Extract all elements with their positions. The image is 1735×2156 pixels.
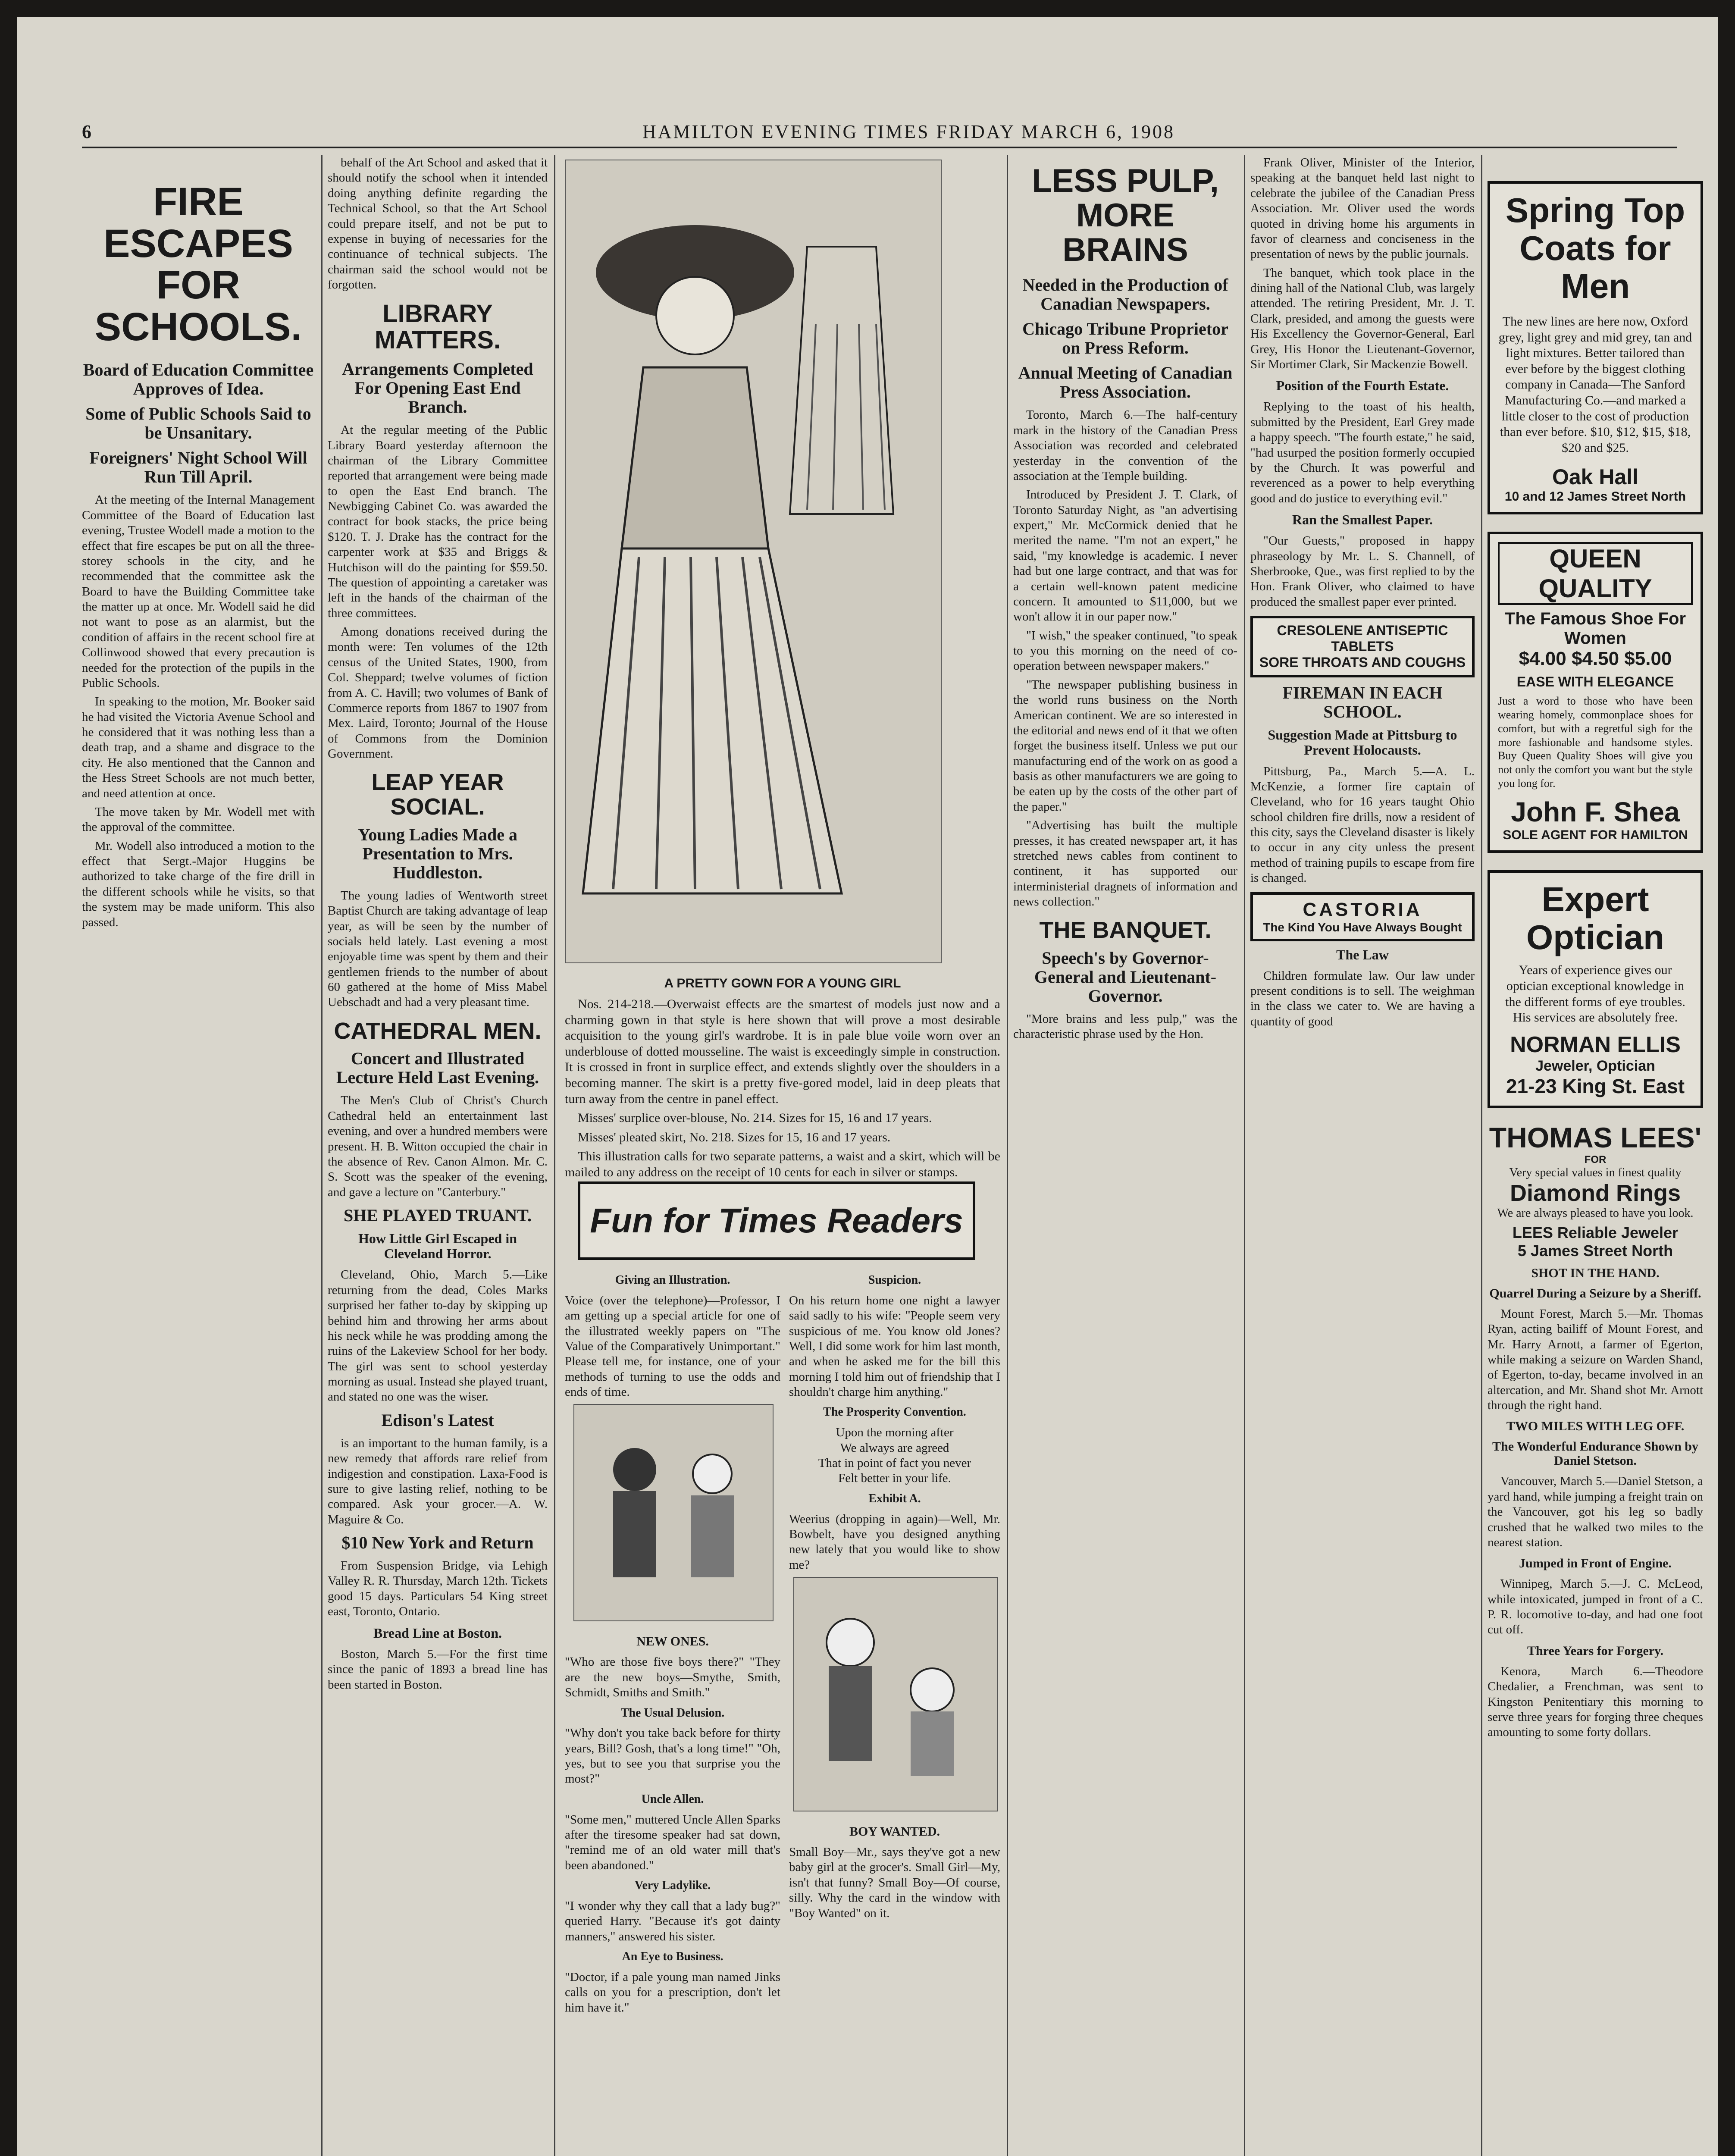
joke-text: "Why don't you take back before for thirty years, Bill? Gosh, that's a long time!" "Oh, yes, but to see you that surprise you the most?" (565, 1726, 780, 1786)
article-body (1250, 533, 1475, 610)
joke-title: Uncle Allen. (641, 1792, 704, 1806)
column-less-pulp (1013, 155, 1237, 2156)
boy-and-girl-cartoon-illustration (794, 1578, 997, 1811)
joke-title: Giving an Illustration. (615, 1273, 730, 1287)
article-body (1488, 1576, 1703, 1638)
subhead: Position of the Fourth Estate. (1276, 378, 1449, 394)
joke-title: Very Ladylike. (634, 1879, 711, 1893)
subhead: Annual Meeting of Canadian Press Association. (1018, 363, 1233, 402)
column-ads (1488, 155, 1703, 2156)
poem: Upon the morning after We always are agreed That in point of fact you never Felt better in your life. (818, 1426, 971, 1485)
ad-store: NORMAN ELLIS (1510, 1032, 1681, 1057)
paragraph: Kenora, March 6.—Theodore Chedalier, a Frenchman, was sent to Kingston Penitentiary this morning to serve three years for forging three cheques amounting to some forty dollars. (1488, 1664, 1703, 1739)
cartoon-frame (565, 1404, 780, 1628)
subhead: Needed in the Production of Canadian Newspapers. (1022, 275, 1228, 314)
article-body (565, 997, 1000, 1200)
ad-address: 10 and 12 James Street North (1504, 489, 1686, 504)
article-body (1013, 1012, 1237, 1042)
article-body (82, 492, 315, 930)
schoolboys-cartoon-illustration (574, 1405, 773, 1620)
subhead: Speech's by Governor-General and Lieutenant-Governor. (1034, 948, 1217, 1006)
paragraph: Misses' pleated skirt, No. 218. Sizes for 15, 16 and 17 years. (578, 1130, 891, 1144)
ad-item: Diamond Rings (1510, 1180, 1681, 1206)
paragraph: Mount Forest, March 5.—Mr. Thomas Ryan, acting bailiff of Mount Forest, and Mr. Harry Arnott, a farmer of Egerton, while making a seizure on Warden Shand, of Egerton, to-day, became involved in an altercation, and Mr. Shand shot Mr. Arnott through the right hand. (1488, 1307, 1703, 1412)
paragraph: "Our Guests," proposed in happy phraseology by Mr. L. S. Channell, of Sherbrooke, Que., was first replied to by the Hon. Frank Oliver, who claimed to have produced the smallest paper ever printed. (1250, 534, 1475, 609)
paragraph: The banquet, which took place in the dining hall of the National Club, was largely attended. The retiring President, Mr. J. T. Clark, presided, and among the guests were His Excellency the Governor-General, Earl Grey, His Honor the Lieutenant-Governor, Sir Mortimer Clark, Sir Mackenzie Bowell. (1250, 266, 1475, 371)
article-body (1488, 1307, 1703, 1413)
headline-two-miles: TWO MILES WITH LEG OFF. (1506, 1419, 1685, 1434)
joke-title: The Prosperity Convention. (823, 1405, 966, 1419)
fun-column-right (789, 1268, 1000, 2156)
paragraph: Cleveland, Ohio, March 5.—Like returning from the dead, Coles Marks surprised her father to-day by skipping up behind him and throwing her arms about his neck while he was prodding among the ruins of the Lakeview School for her body. The girl was sent to school yesterday morning as usual. Instead she played truant, and stated no one was the wiser. (328, 1268, 548, 1404)
paragraph: From Suspension Bridge, via Lehigh Valley R. R. Thursday, March 12th. Tickets good 15 days. Particulars 54 King street east, Toronto, Ontario. (328, 1559, 548, 1619)
paragraph: Toronto, March 6.—The half-century mark in the history of the Canadian Press Association was recorded and celebrated yesterday in the convention of the association at the Temple building. (1013, 408, 1237, 483)
fashion-article (565, 970, 1000, 1179)
joke-text: Voice (over the telephone)—Professor, I am getting up a special article for one of the illustrated weekly papers on "The Value of the Comparatively Unimportant." Please tell me, for instance, one of your methods of turning to use the odds and ends of time. (565, 1293, 780, 1399)
article-body (1488, 1474, 1703, 1550)
paragraph: Vancouver, March 5.—Daniel Stetson, a yard hand, while jumping a freight train on the Vancouver, got his leg so badly crushed that he walked two miles to the nearest station. (1488, 1474, 1703, 1549)
article-body (1250, 399, 1475, 506)
subhead: How Little Girl Escaped in Cleveland Horror. (358, 1231, 517, 1262)
page-number: 6 (82, 121, 93, 142)
article-body (1488, 1664, 1703, 1740)
headline-forgery: Three Years for Forgery. (1527, 1643, 1663, 1658)
masthead-title: HAMILTON EVENING TIMES FRIDAY MARCH 6, 1908 (642, 121, 1175, 142)
spring-coats-ad (1488, 181, 1703, 514)
column-fire-escapes (82, 155, 315, 2156)
ad-prices: $4.00 $4.50 $5.00 (1519, 648, 1672, 670)
subhead: Young Ladies Made a Presentation to Mrs. Huddleston. (357, 824, 518, 882)
subhead: Some of Public Schools Said to be Unsanitary. (85, 404, 311, 443)
headline-truant: SHE PLAYED TRUANT. (343, 1206, 532, 1225)
column-rule (554, 155, 555, 2156)
subhead: Concert and Illustrated Lecture Held Last Evening. (336, 1049, 539, 1087)
joke-title: The Usual Delusion. (620, 1706, 725, 1720)
article-body (328, 1647, 548, 1692)
boy-wanted-cartoon (793, 1577, 998, 1811)
ad-store: Oak Hall (1552, 465, 1639, 489)
cartoon-frame (789, 1577, 1000, 1818)
paragraph: "Advertising has built the multiple presses, it has created newspaper art, it has stretched news cables from continent to continent, it has supported our interministerial dragnets of information and news collection." (1013, 818, 1237, 909)
ad-role: Jeweler, Optician (1535, 1057, 1655, 1074)
headline-engine: Jumped in Front of Engine. (1519, 1556, 1672, 1571)
paragraph: Winnipeg, March 5.—J. C. McLeod, while intoxicated, jumped in front of a C. P. R. locomotive to-day, and had one foot cut off. (1488, 1577, 1703, 1637)
headline-less-pulp: LESS PULP, MORE BRAINS (1032, 163, 1219, 268)
headline-banquet: THE BANQUET. (1039, 917, 1212, 943)
ad-body (328, 1558, 548, 1620)
joke-text: "I wonder why they call that a lady bug?" queried Harry. "Because it's got dainty manners," answered his sister. (565, 1899, 780, 1943)
paragraph: At the meeting of the Internal Management Committee of the Board of Education last evening, Trustee Wodell made a motion to the effect that fire escapes be put on all the three-storey schools in the city, and he recommended that the committee ask the Board to have the Building Committee take the matter up at once. Mr. Wodell said he did not want to pose as an alarmist, but the condition of affairs in the recent school fire at Collinwood showed that every precaution is needed for the protection of the pupils in the Public Schools. (82, 493, 315, 690)
subhead: Board of Education Committee Approves of Idea. (83, 360, 314, 399)
column-rule (1481, 155, 1482, 2156)
headline-bread-line: Bread Line at Boston. (373, 1625, 502, 1641)
joke-text: Small Boy—Mr., says they've got a new baby girl at the grocer's. Small Girl—My, isn't that funny? Small Boy—Of course, silly. Why the card in the window with "Boy Wanted" on it. (789, 1845, 1000, 1920)
column-rule (1244, 155, 1245, 2156)
headline-fireman: FIREMAN IN EACH SCHOOL. (1282, 683, 1443, 722)
paragraph: Among donations received during the month were: Ten volumes of the 12th census of the United States, 1900, from Col. Sheppard; twelve volumes of fiction from A. C. Havill; two volumes of Bank of Commerce reports from 1867 to 1907 from Mex. Laird, Toronto; Journal of the House of Commons from the Dominion Government. (328, 625, 548, 761)
ad-title: Expert Optician (1526, 880, 1665, 957)
joke-text: "Doctor, if a pale young man named Jinks calls on you for a prescription, don't let him have it." (565, 1970, 780, 2015)
paragraph: Boston, March 5.—For the first time since the panic of 1893 a bread line has been started in Boston. (328, 1647, 548, 1692)
paragraph: The move taken by Mr. Wodell met with the approval of the committee. (82, 805, 315, 834)
ad-address: 21-23 King St. East (1506, 1075, 1685, 1097)
paragraph: Frank Oliver, Minister of the Interior, speaking at the banquet held last night to celebrate the jubilee of the Canadian Press Association. Mr. Oliver used the words quoted in driving home his arguments in favor of clearness and conciseness in the presentation of news by the public journals. (1250, 156, 1475, 261)
fashion-illustration (565, 160, 942, 963)
paragraph: The young ladies of Wentworth street Baptist Church are taking advantage of leap year, as will be seen by the number of socials held lately. Last evening a most enjoyable time was spent by them and their gentlemen friends to the number of about 60 gathered at the home of Miss Mabel Uebschadt and had a very pleasant time. (328, 888, 548, 1009)
article-body (328, 155, 548, 292)
subhead: The Law (1336, 946, 1389, 962)
young-girl-gown-illustration (566, 160, 941, 962)
ad-title: CASTORIA (1303, 899, 1422, 920)
subhead: Ran the Smallest Paper. (1292, 512, 1433, 528)
lees-ad (1488, 1121, 1703, 1260)
joke-text: "Who are those five boys there?" "They are the new boys—Smythe, Smith, Schmidt, Smiths and Smith." (565, 1655, 780, 1700)
paragraph: "The newspaper publishing business in the world runs business on the North American continent. We are so interested in the editorial and news end of it that we often forget the business itself. Unless we put our manufacturing end of the work on as good a basis as other manufacturers we are going to be eaten up by the costs of the other part of the paper." (1013, 677, 1237, 814)
paragraph: is an important to the human family, is a new remedy that affords rare relief from indigestion and constipation. Laxa-Food is sure to give lasting relief, nothing to be compared. Ask your grocer.—A. W. Maguire & Co. (328, 1436, 548, 1526)
paragraph: At the regular meeting of the Public Library Board yesterday afternoon the chairman of the Library Committee reported that arrangement were being made to open the East End branch. The Newbigging Cabinet Co. was awarded the contract for book stacks, the price being $120. T. J. Drake has the contract for the carpenter work at $35 and Briggs & Hutchison will do the painting for $59.50. The question of appointing a caretaker was left in the hands of the chairman of the three committees. (328, 423, 548, 620)
joke-text: On his return home one night a lawyer said sadly to his wife: "People seem very suspicious of me. You know old Jones? Well, I did some work for him last month, and when he asked me for the bill this morning I told him out of friendship that I shouldn't charge him anything." (789, 1293, 1000, 1399)
ad-body: The new lines are here now, Oxford grey, light grey and mid grey, tan and light mixtures. Better tailored than ever before by the biggest clothing company in Canada—The Sanford Manufacturing Co.—and marked a little closer to the cost of production than ever before. $10, $12, $15, $18, $20 and $25. (1498, 314, 1692, 455)
subhead: Foreigners' Night School Will Run Till April. (89, 448, 307, 487)
fashion-caption: A PRETTY GOWN FOR A YOUNG GIRL (664, 976, 901, 990)
paragraph: Misses' surplice over-blouse, No. 214. Sizes for 15, 16 and 17 years. (578, 1111, 932, 1125)
paragraph: Replying to the toast of his health, submitted by the President, Earl Grey made a happy speech. "The fourth estate," he said, "had usurped the position formerly occupied by the Church. It was powerful and reverenced as a power to help everything good and do justice to everything evil." (1250, 400, 1475, 505)
ad-heading: $10 New York and Return (341, 1533, 534, 1553)
article-body (328, 888, 548, 1010)
fun-banner (578, 1181, 975, 1260)
joke-title: An Eye to Business. (622, 1950, 723, 1964)
paragraph: Children formulate law. Our law under present conditions is to sell. The weighman in the class we cater to. We are having a quantity of good (1250, 968, 1475, 1028)
ad-store: LEES Reliable Jeweler (1512, 1223, 1679, 1241)
ad-subtitle: The Kind You Have Always Bought (1263, 920, 1462, 934)
fun-column-left (565, 1268, 780, 2156)
headline-leap-year: LEAP YEAR SOCIAL. (371, 769, 504, 820)
paragraph: Nos. 214-218.—Overwaist effects are the smartest of models just now and a charming gown in that style is here shown that will prove a most desirable acquisition to the young girl's wardrobe. It is in pale blue voile worn over an underblouse of dotted mousseline. The waist is exceedingly simple in construction. It is crossed in front in surplice effect, and extends slightly over the shoulders in a becoming manner. The skirt is a pretty five-gored model, laid in deep pleats that turn away from the centre in panel effect. (565, 997, 1000, 1106)
paragraph: Pittsburg, Pa., March 5.—A. L. McKenzie, a former fire captain of Cleveland, who for 16 years taught Ohio school children fire drills, now a resident of this city, says the Cleveland disaster is likely to occur in any city unless the present method of training pupils to escape from fire is changed. (1250, 764, 1475, 885)
column-rule (1007, 155, 1008, 2156)
ad-subtitle: SORE THROATS AND COUGHS (1259, 655, 1466, 671)
cresolene-ad (1250, 616, 1475, 677)
headline-shot: SHOT IN THE HAND. (1531, 1266, 1660, 1280)
subhead: Arrangements Completed For Opening East End Branch. (342, 359, 533, 417)
ad-body (328, 1436, 548, 1527)
article-body (328, 1093, 548, 1200)
cartoon-caption: BOY WANTED. (849, 1824, 940, 1839)
paragraph: Introduced by President J. T. Clark, of Toronto Saturday Night, as "an advertising expert," Mr. McCormick denied that he merited the name. "I'm not an expert," he said, "my knowledge is academic. I never had but one large contract, and that was for a certain well-known patent medicine concern. It amounted to $11,000, but we won't allow it in our paper now." (1013, 488, 1237, 624)
ad-title: QUEEN QUALITY (1498, 542, 1693, 605)
subhead: Chicago Tribune Proprietor on Press Reform. (1022, 319, 1228, 358)
article-body (1250, 764, 1475, 886)
headline-cathedral: CATHEDRAL MEN. (334, 1018, 542, 1044)
column-library (328, 155, 548, 2156)
paragraph: behalf of the Art School and asked that it should notify the school when it intended doing anything definite regarding the Technical School, so that the Art School could prepare itself, and not be put to expense in buying of necessaries for the continuance of technical subjects. The chairman said the school would not be forgotten. (328, 156, 548, 291)
ad-store: John F. Shea (1511, 796, 1680, 828)
paragraph: "I wish," the speaker continued, "to speak to you this morning on the need of co-operation between newspaper makers." (1013, 628, 1237, 673)
joke-title: Exhibit A. (868, 1492, 921, 1505)
article-body (1250, 968, 1475, 1030)
ad-tagline: EASE WITH ELEGANCE (1516, 674, 1674, 690)
fun-banner-title: Fun for Times Readers (590, 1201, 963, 1240)
headline-library: LIBRARY MATTERS. (374, 300, 501, 354)
joke-text: "Some men," muttered Uncle Allen Sparks after the tiresome speaker had sat down, "remind me of an old water mill that's been abandoned." (565, 1812, 780, 1872)
ad-body: Just a word to those who have been wearing homely, commonplace shoes for comfort, but with a regretful sigh for the more fashionable and handsome styles. Buy Queen Quality Shoes will give you not only the comfort you want but the style you long for. (1498, 695, 1693, 790)
ad-body: Years of experience gives our optician exceptional knowledge in the different forms of eye troubles. His services are absolutely free. (1505, 963, 1685, 1025)
column-banquet (1250, 155, 1475, 2156)
column-rule (321, 155, 323, 2156)
ad-title: Spring Top Coats for Men (1505, 191, 1685, 305)
article-body (328, 1267, 548, 1404)
ad-subtitle: The Famous Shoe For Women (1504, 609, 1686, 648)
paragraph: This illustration calls for two separate patterns, a waist and a skirt, which will be mailed to any address on the receipt of 10 cents for each in silver or stamps. (565, 1149, 1000, 1179)
paragraph: In speaking to the motion, Mr. Booker said he had visited the Victoria Avenue School and he considered that it was nothing less than a death trap, and a shame and disgrace to the city. He also mentioned that the Cannon and the Hess Street Schools are not much better, and need attention at once. (82, 695, 315, 800)
headline-fire-escapes: FIRE ESCAPES FOR SCHOOLS. (94, 180, 302, 349)
cartoon-caption: NEW ONES. (636, 1634, 709, 1649)
ad-title: THOMAS LEES' (1489, 1121, 1702, 1153)
new-ones-cartoon (573, 1404, 774, 1621)
article-body (328, 423, 548, 761)
ad-heading: Edison's Latest (381, 1410, 494, 1430)
subhead: Suggestion Made at Pittsburg to Prevent Holocausts. (1268, 727, 1457, 758)
ad-title: CRESOLENE ANTISEPTIC TABLETS (1277, 623, 1448, 655)
paragraph: Mr. Wodell also introduced a motion to the effect that Sergt.-Major Huggins be authorized to take charge of the fire drill in the different schools while he visits, so that the system may be made uniform. This also passed. (82, 839, 315, 929)
castoria-ad (1250, 892, 1475, 941)
ad-agent: SOLE AGENT FOR HAMILTON (1503, 828, 1688, 843)
ad-for: FOR (1584, 1153, 1607, 1166)
article-body (1250, 155, 1475, 372)
subhead: The Wonderful Endurance Shown by Daniel Stetson. (1492, 1439, 1698, 1468)
paragraph: "More brains and less pulp," was the characteristic phrase used by the Hon. (1013, 1012, 1237, 1041)
ad-body: We are always pleased to have you look. (1497, 1206, 1694, 1220)
paragraph: The Men's Club of Christ's Church Cathedral held an entertainment last evening, and over a hundred members were present. H. B. Witton occupied the chair in the absence of Rev. Canon Almon. Mr. C. S. Scott was the speaker of the evening, and gave a lecture on "Canterbury." (328, 1094, 548, 1199)
optician-ad (1488, 870, 1703, 1108)
queen-quality-ad (1488, 532, 1703, 853)
newspaper-page (17, 17, 1718, 2156)
joke-title: Suspicion. (868, 1273, 921, 1287)
joke-text: Weerius (dropping in again)—Well, Mr. Bowbelt, have you designed anything new lately that you would like to show me? (789, 1512, 1000, 1572)
article-body (1013, 407, 1237, 909)
subhead: Quarrel During a Seizure by a Sheriff. (1489, 1286, 1701, 1300)
masthead (82, 116, 1677, 148)
ad-subtitle: Very special values in finest quality (1509, 1166, 1682, 1179)
ad-address: 5 James Street North (1517, 1241, 1673, 1260)
